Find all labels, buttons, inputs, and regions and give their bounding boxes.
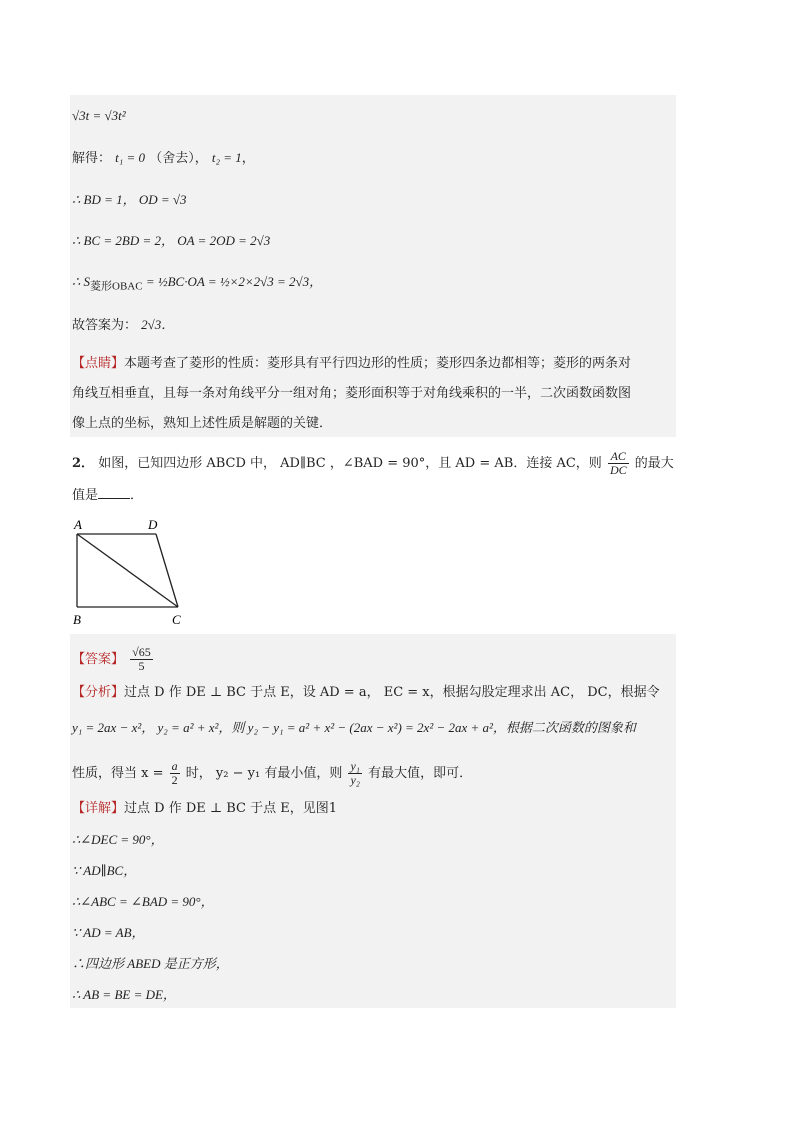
analysis-line-2: y₁ = 2ax − x²， y₂ = a² + x²，则 y₂ − y₁ = a² + x² − (2ax − x²) = 2x² − 2ax + a²，根据二次函数的图象和 [72, 720, 636, 735]
detail-line-1 [72, 799, 337, 819]
area-prefix: ∴ S [72, 274, 91, 289]
answer-line [72, 315, 174, 336]
analysis-text-1: 过点 D 作 DE ⊥ BC 于点 E，设 AD = a， EC = x，根据勾股定理求出 AC， DC，根据令 [124, 685, 660, 700]
solve-line: 解得： t₁ = 0 （舍去）， t₂ = 1， [72, 150, 255, 166]
label-c: C [172, 612, 181, 627]
detail-step: ∴四边形 ABED 是正方形， [72, 956, 229, 971]
comment-line-3: 像上点的坐标，熟知上述性质是解题的关键． [72, 416, 333, 431]
detail-label: 【详解】 [72, 801, 125, 816]
comment-line-1 [72, 354, 631, 374]
t1-value: t₁ = 0 [115, 150, 146, 165]
comment-text-1: 本题考查了菱形的性质：菱形具有平行四边形的性质；菱形四条边都相等；菱形的两条对 [124, 356, 632, 371]
x-fraction-numerator: a [171, 759, 178, 773]
answer-denominator: 5 [138, 659, 145, 673]
question-line-1 [72, 450, 674, 477]
area-subscript: 菱形OBAC [90, 280, 143, 293]
diagonal-ac [77, 534, 178, 607]
question-line-2 [72, 484, 143, 506]
question-text-d: ． [130, 488, 144, 503]
answer-fraction [130, 646, 153, 673]
comment-line-2: 角线互相垂直，且每一条对角线平分一组对角；菱形面积等于对角线乘积的一半，二次函数函数图 [72, 386, 632, 401]
detail-step: ∵ AD = AB， [72, 925, 145, 940]
question-text: 如图，已知四边形 ABCD 中， AD∥BC ，∠BAD = 90°，且 AD = AB．连接 AC，则 [98, 456, 602, 471]
t2-value: t₂ = 1 [211, 150, 242, 165]
y-fraction-numerator: y₁ [350, 759, 360, 773]
label-d: D [148, 517, 158, 532]
analysis-text-3b: 时， y₂ − y₁ 有最小值，则 [185, 766, 343, 781]
detail-text-1: 过点 D 作 DE ⊥ BC 于点 E，见图1 [124, 801, 338, 816]
question-text-tail: 的最大 [634, 456, 674, 471]
solve-label: 解得： [72, 151, 112, 166]
analysis-text-3c: 有最大值，即可． [368, 766, 473, 781]
label-b: B [73, 612, 81, 627]
solution-answer-label: 【答案】 [72, 652, 125, 667]
area-expression: = ½BC·OA = ½×2×2√3 = 2√3， [145, 274, 323, 289]
bc-oa-line: ∴ BC = 2BD = 2， OA = 2OD = 2√3 [72, 233, 271, 248]
fraction-denominator: DC [609, 463, 627, 477]
question-text-c: 值是 [72, 488, 99, 503]
answer-blank [98, 484, 130, 499]
detail-step: ∴∠ABC = ∠BAD = 90°， [72, 894, 214, 909]
comment-label: 【点睛】 [72, 356, 125, 371]
y-fraction [348, 760, 362, 787]
answer-numerator: √65 [132, 645, 151, 659]
y-fraction-denominator: y₂ [350, 773, 360, 787]
x-fraction-denominator: 2 [171, 773, 178, 787]
area-line [72, 272, 322, 297]
answer-row [72, 646, 155, 673]
question-number: 2． [72, 456, 95, 471]
label-a: A [74, 517, 82, 532]
edge-dc [156, 534, 178, 607]
answer-value: 2√3． [141, 317, 175, 332]
detail-step: ∴ AB = BE = DE， [72, 987, 176, 1002]
bd-od-line: ∴ BD = 1， OD = √3 [72, 192, 187, 207]
analysis-line-3 [72, 760, 472, 787]
analysis-label: 【分析】 [72, 685, 125, 700]
equation-line: √3t = √3t² [72, 108, 126, 123]
question-fraction [608, 450, 629, 477]
analysis-text-3a: 性质，得当 x = [72, 766, 164, 781]
analysis-line-1 [72, 683, 660, 703]
detail-step: ∵ AD∥BC， [72, 863, 137, 878]
detail-step: ∴∠DEC = 90°， [72, 832, 164, 847]
quadrilateral-figure [68, 514, 198, 630]
t1-note: （舍去） [149, 151, 195, 166]
answer-label: 故答案为： [72, 318, 138, 333]
x-fraction [170, 760, 180, 787]
fraction-numerator: AC [608, 450, 629, 464]
